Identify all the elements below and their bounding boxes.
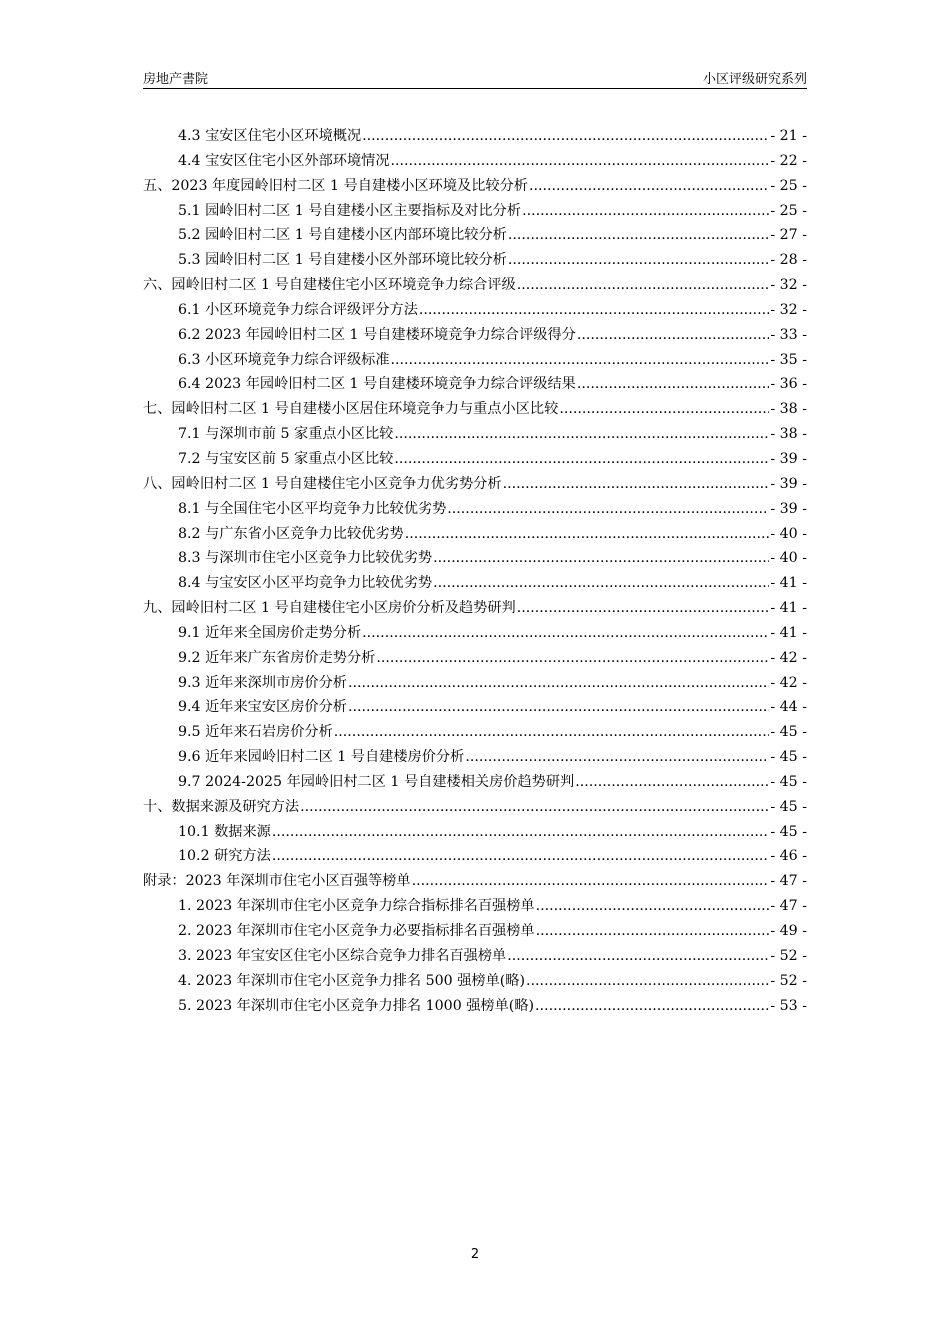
toc-dot-leader [517,600,770,616]
toc-dot-leader [508,227,769,243]
toc-entry-title: 5.3 园岭旧村二区 1 号自建楼小区外部环境比较分析 [178,252,507,269]
toc-dot-leader [536,898,770,914]
toc-entry-page: - 32 - [770,277,807,294]
toc-entry-title: 4. 2023 年深圳市住宅小区竞争力排名 500 强榜单(略) [178,972,526,989]
header-publisher: 房地产書院 [143,72,209,87]
toc-section-entry[interactable] [143,721,807,746]
toc-section-entry[interactable] [143,970,807,995]
toc-entry-page: - 38 - [770,401,807,418]
toc-dot-leader [447,501,769,517]
toc-dot-leader [362,128,769,144]
toc-section-entry[interactable] [143,249,807,274]
toc-entry-title: 6.3 小区环境竞争力综合评级标准 [178,351,390,368]
toc-entry-title: 9.6 近年来园岭旧村二区 1 号自建楼房价分析 [178,749,465,766]
toc-chapter-entry[interactable] [143,274,807,299]
page-number: 2 [470,1247,480,1262]
toc-entry-page: - 45 - [770,724,807,741]
toc-entry-page: - 49 - [770,923,807,939]
toc-dot-leader [465,749,769,765]
toc-entry-title: 9.7 2024-2025 年园岭旧村二区 1 号自建楼相关房价趋势研判 [178,773,575,790]
toc-entry-page: - 45 - [770,749,807,766]
toc-entry-title: 4.4 宝安区住宅小区外部环境情况 [178,152,390,169]
toc-dot-leader [517,277,770,293]
toc-section-entry[interactable] [143,448,807,473]
toc-entry-page: - 42 - [770,649,807,666]
toc-entry-page: - 44 - [770,699,807,716]
toc-entry-title: 九、园岭旧村二区 1 号自建楼住宅小区房价分析及趋势研判 [143,600,516,617]
toc-dot-leader [529,178,769,194]
toc-entry-page: - 38 - [770,426,807,443]
toc-section-entry[interactable] [143,125,807,150]
toc-entry-title: 6.2 2023 年园岭旧村二区 1 号自建楼环境竞争力综合评级得分 [178,326,576,343]
toc-entry-page: - 53 - [770,997,807,1014]
toc-entry-page: - 25 - [770,202,807,219]
toc-dot-leader [503,476,770,492]
toc-section-entry[interactable] [143,895,807,920]
table-of-contents [143,125,807,1019]
toc-entry-page: - 41 - [770,624,807,641]
toc-entry-title: 9.2 近年来广东省房价走势分析 [178,649,376,666]
toc-entry-title: 7.1 与深圳市前 5 家重点小区比较 [178,426,394,443]
toc-entry-page: - 39 - [770,500,807,517]
toc-entry-title: 5. 2023 年深圳市住宅小区竞争力排名 1000 强榜单(略) [178,997,535,1014]
toc-entry-page: - 52 - [770,947,807,964]
toc-section-entry[interactable] [143,200,807,225]
toc-dot-leader [577,376,769,392]
toc-dot-leader [575,774,769,790]
toc-dot-leader [405,526,770,542]
toc-section-entry[interactable] [143,672,807,697]
toc-entry-title: 9.5 近年来石岩房价分析 [178,724,333,741]
toc-entry-title: 6.1 小区环境竞争力综合评级评分方法 [178,301,418,318]
toc-section-entry[interactable] [143,696,807,721]
toc-section-entry[interactable] [143,821,807,846]
toc-entry-page: - 39 - [770,475,807,492]
toc-section-entry[interactable] [143,324,807,349]
toc-entry-page: - 39 - [770,450,807,467]
toc-entry-page: - 45 - [770,773,807,790]
toc-dot-leader [526,973,769,989]
toc-section-entry[interactable] [143,845,807,870]
toc-entry-title: 9.1 近年来全国房价走势分析 [178,624,362,641]
toc-entry-title: 七、园岭旧村二区 1 号自建楼小区居住环境竞争力与重点小区比较 [143,401,559,418]
toc-section-entry[interactable] [143,572,807,597]
toc-entry-title: 9.3 近年来深圳市房价分析 [178,674,347,691]
toc-chapter-entry[interactable] [143,870,807,895]
toc-section-entry[interactable] [143,622,807,647]
toc-entry-title: 5.1 园岭旧村二区 1 号自建楼小区主要指标及对比分析 [178,202,522,219]
toc-entry-title: 六、园岭旧村二区 1 号自建楼住宅小区环境竞争力综合评级 [143,277,516,294]
toc-dot-leader [272,824,769,840]
toc-dot-leader [535,998,769,1014]
toc-dot-leader [272,848,769,864]
toc-dot-leader [391,153,770,169]
toc-entry-title: 4.3 宝安区住宅小区环境概况 [178,128,362,144]
toc-dot-leader [433,550,769,566]
toc-entry-page: - 40 - [770,550,807,567]
toc-section-entry[interactable] [143,995,807,1020]
toc-entry-page: - 25 - [770,177,807,194]
toc-entry-title: 十、数据来源及研究方法 [143,798,300,815]
toc-section-entry[interactable] [143,945,807,970]
toc-entry-title: 5.2 园岭旧村二区 1 号自建楼小区内部环境比较分析 [178,227,507,244]
toc-entry-page: - 47 - [770,898,807,915]
toc-entry-title: 7.2 与宝安区前 5 家重点小区比较 [178,450,394,467]
toc-entry-title: 八、园岭旧村二区 1 号自建楼住宅小区竞争力优劣势分析 [143,475,502,492]
toc-dot-leader [419,302,769,318]
toc-entry-page: - 45 - [770,823,807,840]
toc-entry-title: 8.4 与宝安区小区平均竞争力比较优劣势 [178,575,433,592]
toc-section-entry[interactable] [143,373,807,398]
toc-entry-page: - 28 - [770,252,807,269]
toc-entry-title: 3. 2023 年宝安区住宅小区综合竞争力排名百强榜单 [178,947,507,964]
toc-chapter-entry[interactable] [143,473,807,498]
toc-entry-title: 8.3 与深圳市住宅小区竞争力比较优劣势 [178,550,433,567]
toc-dot-leader [559,401,769,417]
toc-entry-page: - 36 - [770,376,807,393]
toc-chapter-entry[interactable] [143,175,807,200]
toc-dot-leader [508,252,769,268]
toc-section-entry[interactable] [143,349,807,374]
toc-dot-leader [348,675,769,691]
toc-entry-page: - 22 - [770,152,807,169]
toc-entry-page: - 45 - [770,798,807,815]
toc-chapter-entry[interactable] [143,796,807,821]
toc-entry-page: - 21 - [770,128,807,144]
toc-entry-page: - 32 - [770,301,807,318]
page-header [143,70,807,89]
toc-section-entry[interactable] [143,150,807,175]
toc-entry-page: - 47 - [770,873,807,890]
toc-section-entry[interactable] [143,299,807,324]
toc-dot-leader [334,724,770,740]
toc-entry-page: - 41 - [770,600,807,617]
toc-section-entry[interactable] [143,920,807,945]
toc-section-entry[interactable] [143,498,807,523]
toc-entry-page: - 40 - [770,525,807,542]
toc-dot-leader [507,948,769,964]
toc-entry-title: 五、2023 年度园岭旧村二区 1 号自建楼小区环境及比较分析 [143,177,528,194]
toc-entry-title: 10.1 数据来源 [178,823,271,840]
toc-dot-leader [391,352,770,368]
toc-section-entry[interactable] [143,423,807,448]
toc-entry-title: 8.2 与广东省小区竞争力比较优劣势 [178,525,404,542]
toc-entry-title: 6.4 2023 年园岭旧村二区 1 号自建楼环境竞争力综合评级结果 [178,376,576,393]
toc-dot-leader [300,799,769,815]
toc-entry-title: 2. 2023 年深圳市住宅小区竞争力必要指标排名百强榜单 [178,923,535,939]
toc-dot-leader [412,873,770,889]
toc-entry-page: - 33 - [770,326,807,343]
toc-dot-leader [348,699,769,715]
toc-section-entry[interactable] [143,771,807,796]
toc-entry-title: 8.1 与全国住宅小区平均竞争力比较优劣势 [178,500,447,517]
toc-entry-page: - 42 - [770,674,807,691]
toc-chapter-entry[interactable] [143,597,807,622]
toc-entry-title: 10.2 研究方法 [178,848,271,865]
toc-dot-leader [394,426,769,442]
toc-chapter-entry[interactable] [143,398,807,423]
toc-entry-page: - 27 - [770,227,807,244]
toc-entry-page: - 52 - [770,972,807,989]
toc-entry-title: 1. 2023 年深圳市住宅小区竞争力综合指标排名百强榜单 [178,898,535,915]
toc-section-entry[interactable] [143,746,807,771]
header-series-title: 小区评级研究系列 [702,72,807,87]
toc-section-entry[interactable] [143,523,807,548]
toc-section-entry[interactable] [143,647,807,672]
toc-entry-title: 9.4 近年来宝安区房价分析 [178,699,347,716]
toc-dot-leader [577,327,769,343]
toc-entry-page: - 46 - [770,848,807,865]
toc-dot-leader [362,625,769,641]
toc-section-entry[interactable] [143,547,807,572]
toc-dot-leader [433,575,769,591]
toc-section-entry[interactable] [143,224,807,249]
toc-dot-leader [536,923,770,939]
toc-entry-page: - 41 - [770,575,807,592]
toc-dot-leader [394,451,769,467]
toc-entry-title: 附录：2023 年深圳市住宅小区百强等榜单 [143,873,411,890]
toc-dot-leader [376,650,769,666]
toc-entry-page: - 35 - [770,351,807,368]
toc-dot-leader [522,203,769,219]
